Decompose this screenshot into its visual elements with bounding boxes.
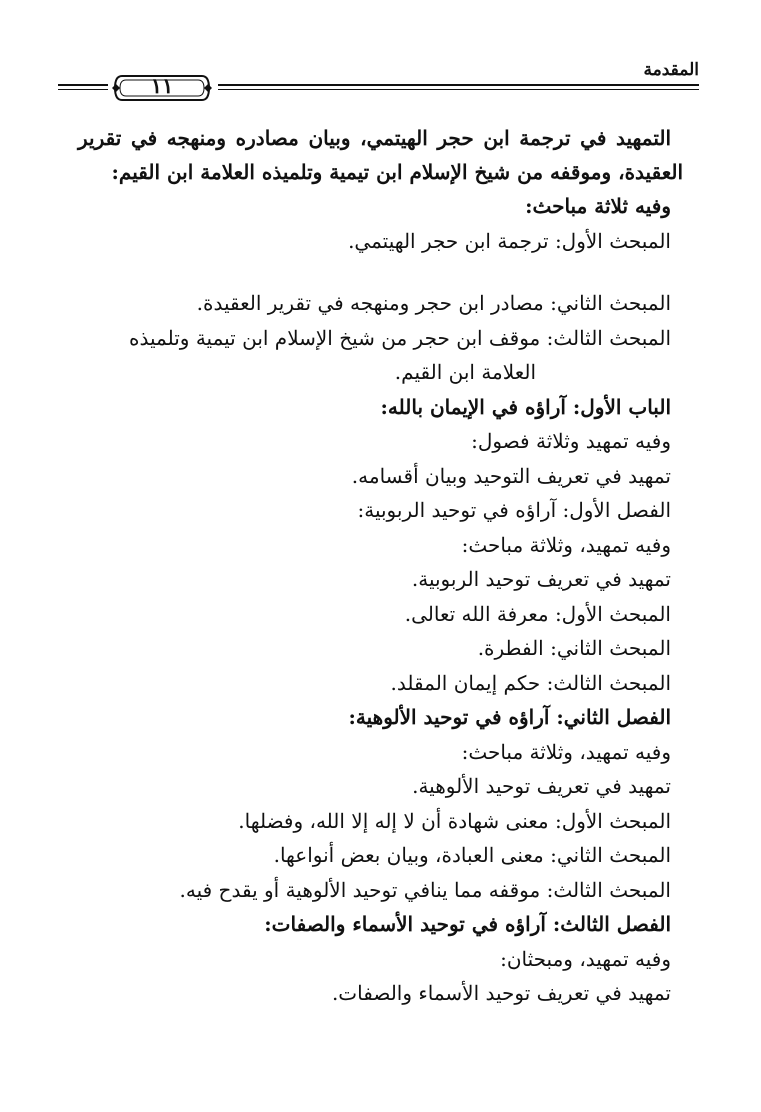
header-rule-bottom	[218, 89, 699, 90]
toc-line-18: وفيه تمهيد، وثلاثة مباحث:	[461, 740, 671, 764]
toc-line-14: المبحث الأول: معرفة الله تعالى.	[404, 602, 671, 626]
toc-line-20: المبحث الأول: معنى شهادة أن لا إله إلا الله، وفضلها.	[238, 809, 671, 833]
toc-line-19: تمهيد في تعريف توحيد الألوهية.	[412, 774, 671, 798]
toc-line-3: وفيه ثلاثة مباحث:	[525, 194, 671, 218]
toc-line-10: تمهيد في تعريف التوحيد وبيان أقسامه.	[351, 464, 671, 488]
toc-line-16: المبحث الثالث: حكم إيمان المقلد.	[390, 671, 671, 695]
page-number-frame	[112, 72, 212, 104]
header-rule-left-top	[58, 84, 108, 86]
toc-line-22: المبحث الثالث: موقفه مما ينافي توحيد الألوهية أو يقدح فيه.	[179, 878, 671, 902]
toc-line-9: وفيه تمهيد وثلاثة فصول:	[471, 429, 671, 453]
toc-line-8: الباب الأول: آراؤه في الإيمان بالله:	[380, 395, 671, 419]
toc-line-2: العقيدة، وموقفه من شيخ الإسلام ابن تيمية وتلميذه العلامة ابن القيم:	[111, 160, 683, 184]
toc-line-6: المبحث الثالث: موقف ابن حجر من شيخ الإسلام ابن تيمية وتلميذه	[129, 326, 671, 350]
page-number: ١١	[150, 73, 174, 98]
toc-line-24: وفيه تمهيد، ومبحثان:	[500, 947, 671, 971]
toc-line-17: الفصل الثاني: آراؤه في توحيد الألوهية:	[348, 705, 671, 729]
toc-line-7: العلامة ابن القيم.	[394, 360, 536, 384]
toc-line-15: المبحث الثاني: الفطرة.	[477, 636, 671, 660]
toc-line-21: المبحث الثاني: معنى العبادة، وبيان بعض أنواعها.	[273, 843, 671, 867]
toc-line-4: المبحث الأول: ترجمة ابن حجر الهيتمي.	[348, 229, 671, 253]
toc-line-5: المبحث الثاني: مصادر ابن حجر ومنهجه في تقرير العقيدة.	[196, 291, 671, 315]
toc-line-12: وفيه تمهيد، وثلاثة مباحث:	[461, 533, 671, 557]
toc-line-13: تمهيد في تعريف توحيد الربوبية.	[411, 567, 671, 591]
header-rule-left-bottom	[58, 89, 108, 90]
toc-line-11: الفصل الأول: آراؤه في توحيد الربوبية:	[357, 498, 671, 522]
page-header	[58, 58, 699, 118]
toc-line-23: الفصل الثالث: آراؤه في توحيد الأسماء والصفات:	[264, 912, 671, 936]
section-title: المقدمة	[643, 60, 699, 80]
header-rule-top	[218, 84, 699, 86]
toc-line-25: تمهيد في تعريف توحيد الأسماء والصفات.	[331, 981, 671, 1005]
toc-line-1: التمهيد في ترجمة ابن حجر الهيتمي، وبيان مصادره ومنهجه في تقرير	[78, 126, 671, 150]
